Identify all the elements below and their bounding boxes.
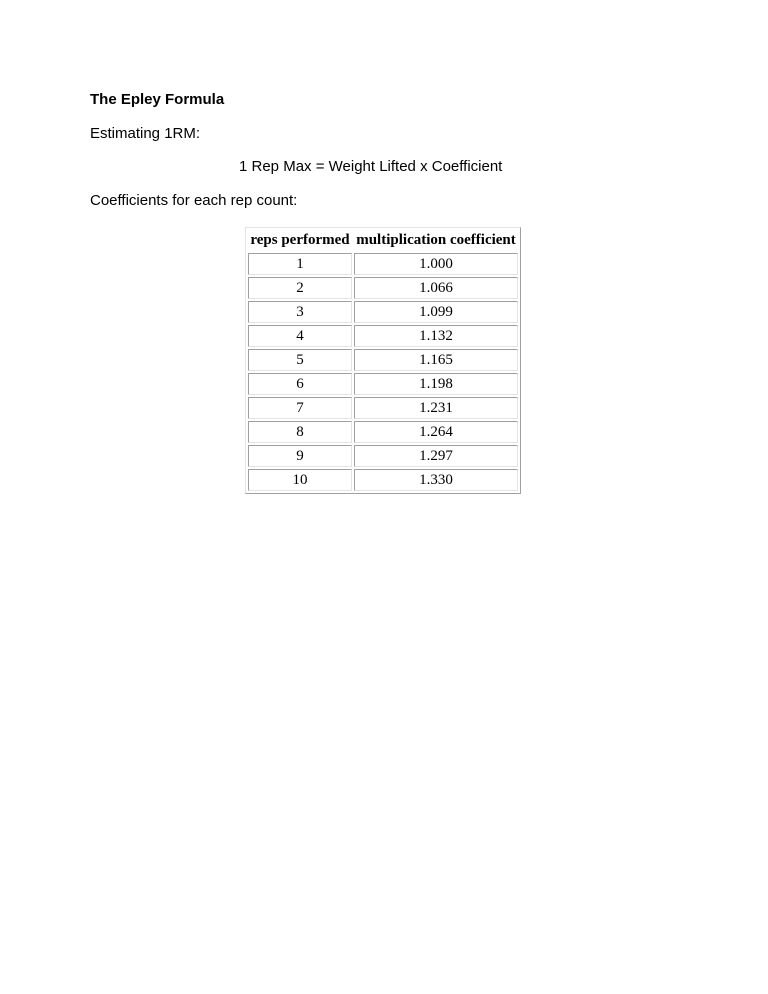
coefficient-cell: 1.165 xyxy=(354,349,518,371)
coefficient-cell: 1.099 xyxy=(354,301,518,323)
reps-cell: 4 xyxy=(248,325,352,347)
coefficient-cell: 1.231 xyxy=(354,397,518,419)
reps-cell: 6 xyxy=(248,373,352,395)
coefficient-table xyxy=(245,227,521,494)
table-row xyxy=(248,445,518,467)
table-row xyxy=(248,301,518,323)
coefficient-cell: 1.066 xyxy=(354,277,518,299)
reps-cell: 3 xyxy=(248,301,352,323)
coefficient-cell: 1.198 xyxy=(354,373,518,395)
reps-cell: 10 xyxy=(248,469,352,491)
table-row xyxy=(248,349,518,371)
intro-text: Estimating 1RM: xyxy=(90,125,201,142)
table-row xyxy=(248,373,518,395)
reps-cell: 9 xyxy=(248,445,352,467)
coefficient-cell: 1.264 xyxy=(354,421,518,443)
column-header-reps: reps performed xyxy=(250,232,350,248)
coefficient-cell: 1.000 xyxy=(354,253,518,275)
coefficient-cell: 1.132 xyxy=(354,325,518,347)
table-header-row xyxy=(248,230,518,251)
coefficient-cell: 1.330 xyxy=(354,469,518,491)
coefficient-cell: 1.297 xyxy=(354,445,518,467)
table-row xyxy=(248,325,518,347)
reps-cell: 5 xyxy=(248,349,352,371)
table-row xyxy=(248,421,518,443)
table-row xyxy=(248,253,518,275)
table-row xyxy=(248,397,518,419)
reps-cell: 1 xyxy=(248,253,352,275)
document-title: The Epley Formula xyxy=(90,91,225,108)
reps-cell: 2 xyxy=(248,277,352,299)
reps-cell: 7 xyxy=(248,397,352,419)
column-header-coefficient: multiplication coefficient xyxy=(356,232,516,248)
table-row xyxy=(248,469,518,491)
reps-cell: 8 xyxy=(248,421,352,443)
table-row xyxy=(248,277,518,299)
table-intro-text: Coefficients for each rep count: xyxy=(90,192,298,209)
formula-text: 1 Rep Max = Weight Lifted x Coefficient xyxy=(239,158,503,175)
